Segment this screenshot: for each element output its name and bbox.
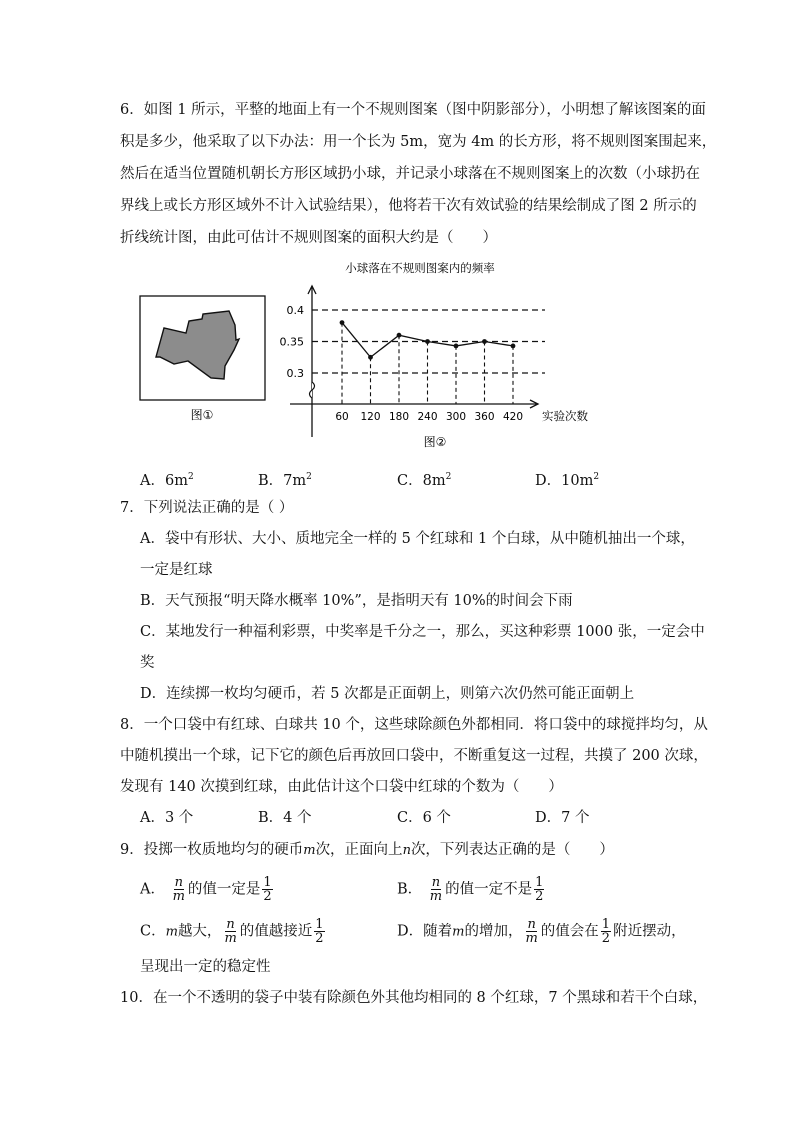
x-tick-label-60: 60	[335, 411, 349, 423]
q6-figures	[0, 0, 794, 470]
y-tick-label-0.3: 0.3	[286, 367, 304, 380]
q9-option-d-text3: 附近摆动，	[613, 923, 686, 940]
q9-option-b-prefix: B．	[397, 881, 423, 898]
fraction-one-half: $\frac{1}{2}$	[315, 917, 324, 946]
y-tick-label-0.4: 0.4	[286, 304, 304, 317]
q8-line-1: 8．一个口袋中有红球、白球共 10 个，这些球除颜色外都相同．将口袋中的球搅拌均匀，从	[120, 717, 708, 733]
q8-option-a[interactable]: A．3 个	[140, 810, 194, 826]
q6-option-c[interactable]	[397, 467, 451, 491]
chart-x-axis-label: 实验次数	[542, 409, 588, 423]
data-point-240	[425, 339, 430, 344]
q9-option-a-prefix: A．	[140, 881, 165, 898]
q6-option-a-sup: 2	[187, 472, 194, 482]
fig2-label: 图②	[423, 435, 447, 449]
q6-option-b-value: 7m	[283, 472, 307, 489]
chart	[280, 261, 589, 437]
x-tick-label-120: 120	[360, 411, 381, 423]
q8-option-b[interactable]: B．4 个	[258, 810, 312, 826]
q7-stem: 7．下列说法正确的是（ ）	[120, 500, 294, 516]
q9-option-a-text: 的值一定是	[187, 881, 261, 898]
q7-option-b[interactable]: B．天气预报“明天降水概率 10%”，是指明天有 10%的时间会下雨	[140, 593, 573, 609]
q9-var-m: m	[303, 843, 316, 858]
y-tick-label-0.35: 0.35	[279, 335, 304, 349]
q7-option-a[interactable]: A．袋中有形状、大小、质地完全一样的 5 个红球和 1 个白球，从中随机抽出一个球，	[140, 531, 695, 547]
q7-option-a-cont: 一定是红球	[140, 562, 213, 578]
fraction-n-over-m: $\frac{n}{m}$	[525, 917, 538, 946]
q9-option-d-text2: 的值会在	[540, 923, 599, 940]
x-tick-label-420: 420	[502, 411, 524, 423]
q6-option-d-sup: 2	[593, 472, 600, 482]
q8-option-d[interactable]: D．7 个	[535, 810, 590, 826]
q6-line-5: 折线统计图，由此可估计不规则图案的面积大约是（ ）	[120, 230, 497, 246]
q9-option-b[interactable]	[397, 876, 546, 903]
q6-line-4: 界线上或长方形区域外不计入试验结果），他将若干次有效试验的结果绘制成了图 2 所示的	[120, 198, 697, 214]
fig1-irregular-shape	[156, 311, 239, 379]
fraction-one-half: $\frac{1}{2}$	[601, 917, 611, 946]
x-tick-label-180: 180	[388, 411, 410, 423]
q6-line-1: 6．如图 1 所示，平整的地面上有一个不规则图案（图中阴影部分），小明想了解该图案的面	[120, 102, 706, 118]
q6-line-3: 然后在适当位置随机朝长方形区域扔小球，并记录小球落在不规则图案上的次数（小球扔在	[120, 166, 700, 182]
fraction-one-half: $\frac{1}{2}$	[535, 875, 544, 904]
q9-option-c-prefix: C．	[140, 923, 166, 940]
q9-var-m: m	[452, 924, 465, 940]
data-point-360	[482, 339, 487, 344]
q9-option-c[interactable]	[140, 918, 327, 945]
data-point-60	[340, 320, 345, 325]
q6-option-c-letter: C．	[397, 472, 423, 489]
x-tick-label-240: 240	[417, 411, 438, 423]
data-point-420	[511, 344, 516, 349]
data-point-300	[454, 344, 459, 349]
q9-option-c-text1: 越大，	[177, 923, 222, 940]
q9-option-b-text: 的值一定不是	[445, 881, 533, 898]
chart-grid	[312, 310, 545, 404]
q6-option-c-value: 8m	[422, 472, 446, 489]
q8-line-3: 发现有 140 次摸到红球，由此估计这个口袋中红球的个数为（ ）	[120, 779, 563, 795]
q9-option-d-text1: 的增加，	[464, 923, 523, 940]
q8-line-2: 中随机摸出一个球，记下它的颜色后再放回口袋中，不断重复这一过程，共摸了 200 次球，	[120, 748, 708, 764]
q10-line-1: 10．在一个不透明的袋子中装有除颜色外其他均相同的 8 个红球，7 个黑球和若干个白球，	[120, 990, 708, 1006]
data-point-180	[397, 333, 402, 338]
q9-option-d-cont: 呈现出一定的稳定性	[140, 959, 271, 975]
chart-ticks	[280, 304, 524, 423]
fraction-n-over-m: $\frac{n}{m}$	[172, 875, 185, 904]
fig1-label: 图①	[190, 408, 214, 422]
chart-title: 小球落在不规则图案内的频率	[345, 261, 495, 275]
q9-option-c-text2: 的值越接近	[239, 923, 313, 940]
q8-option-c[interactable]: C．6 个	[397, 810, 451, 826]
q6-option-b[interactable]	[258, 467, 312, 491]
fraction-n-over-m: $\frac{n}{m}$	[429, 875, 443, 904]
fraction-n-over-m: $\frac{n}{m}$	[224, 917, 237, 946]
q6-option-b-letter: B．	[258, 472, 284, 489]
q6-option-d-value: 10m	[561, 472, 594, 489]
fraction-one-half: $\frac{1}{2}$	[263, 875, 272, 904]
x-tick-label-300: 300	[445, 411, 467, 423]
q6-option-d[interactable]	[535, 467, 599, 491]
x-tick-label-360: 360	[474, 411, 495, 423]
q7-option-d[interactable]: D．连续掷一枚均匀硬币，若 5 次都是正面朝上，则第六次仍然可能正面朝上	[140, 686, 635, 702]
q6-option-a[interactable]	[140, 467, 194, 491]
q6-option-a-value: 6m	[164, 472, 188, 489]
q6-option-d-letter: D．	[535, 472, 562, 489]
q6-line-2: 积是多少，他采取了以下办法：用一个长为 5m，宽为 4m 的长方形，将不规则图案围起来，	[120, 134, 717, 150]
q7-option-c-cont: 奖	[140, 655, 155, 671]
q9-stem	[120, 840, 614, 861]
q6-option-c-sup: 2	[445, 472, 452, 482]
q6-option-a-letter: A．	[140, 472, 165, 489]
q9-option-d-prefix: D．随着	[397, 923, 453, 940]
q9-option-a[interactable]	[140, 876, 275, 903]
q7-option-c[interactable]: C．某地发行一种福利彩票，中奖率是千分之一，那么，买这种彩票 1000 张，一定会中	[140, 624, 705, 640]
q9-stem-part-a: 9．投掷一枚质地均匀的硬币	[120, 842, 304, 858]
q9-var-n: n	[402, 843, 411, 858]
q9-option-d[interactable]	[397, 918, 686, 945]
y-axis-break	[310, 382, 315, 398]
q6-option-b-sup: 2	[306, 472, 312, 482]
chart-axes	[290, 286, 538, 437]
chart-marks	[340, 320, 516, 359]
data-point-120	[368, 355, 373, 360]
q9-stem-part-b: 次，正面向上	[315, 842, 403, 858]
q9-var-m: m	[165, 924, 178, 940]
q9-stem-part-c: 次，下列表达正确的是（ ）	[410, 842, 614, 858]
